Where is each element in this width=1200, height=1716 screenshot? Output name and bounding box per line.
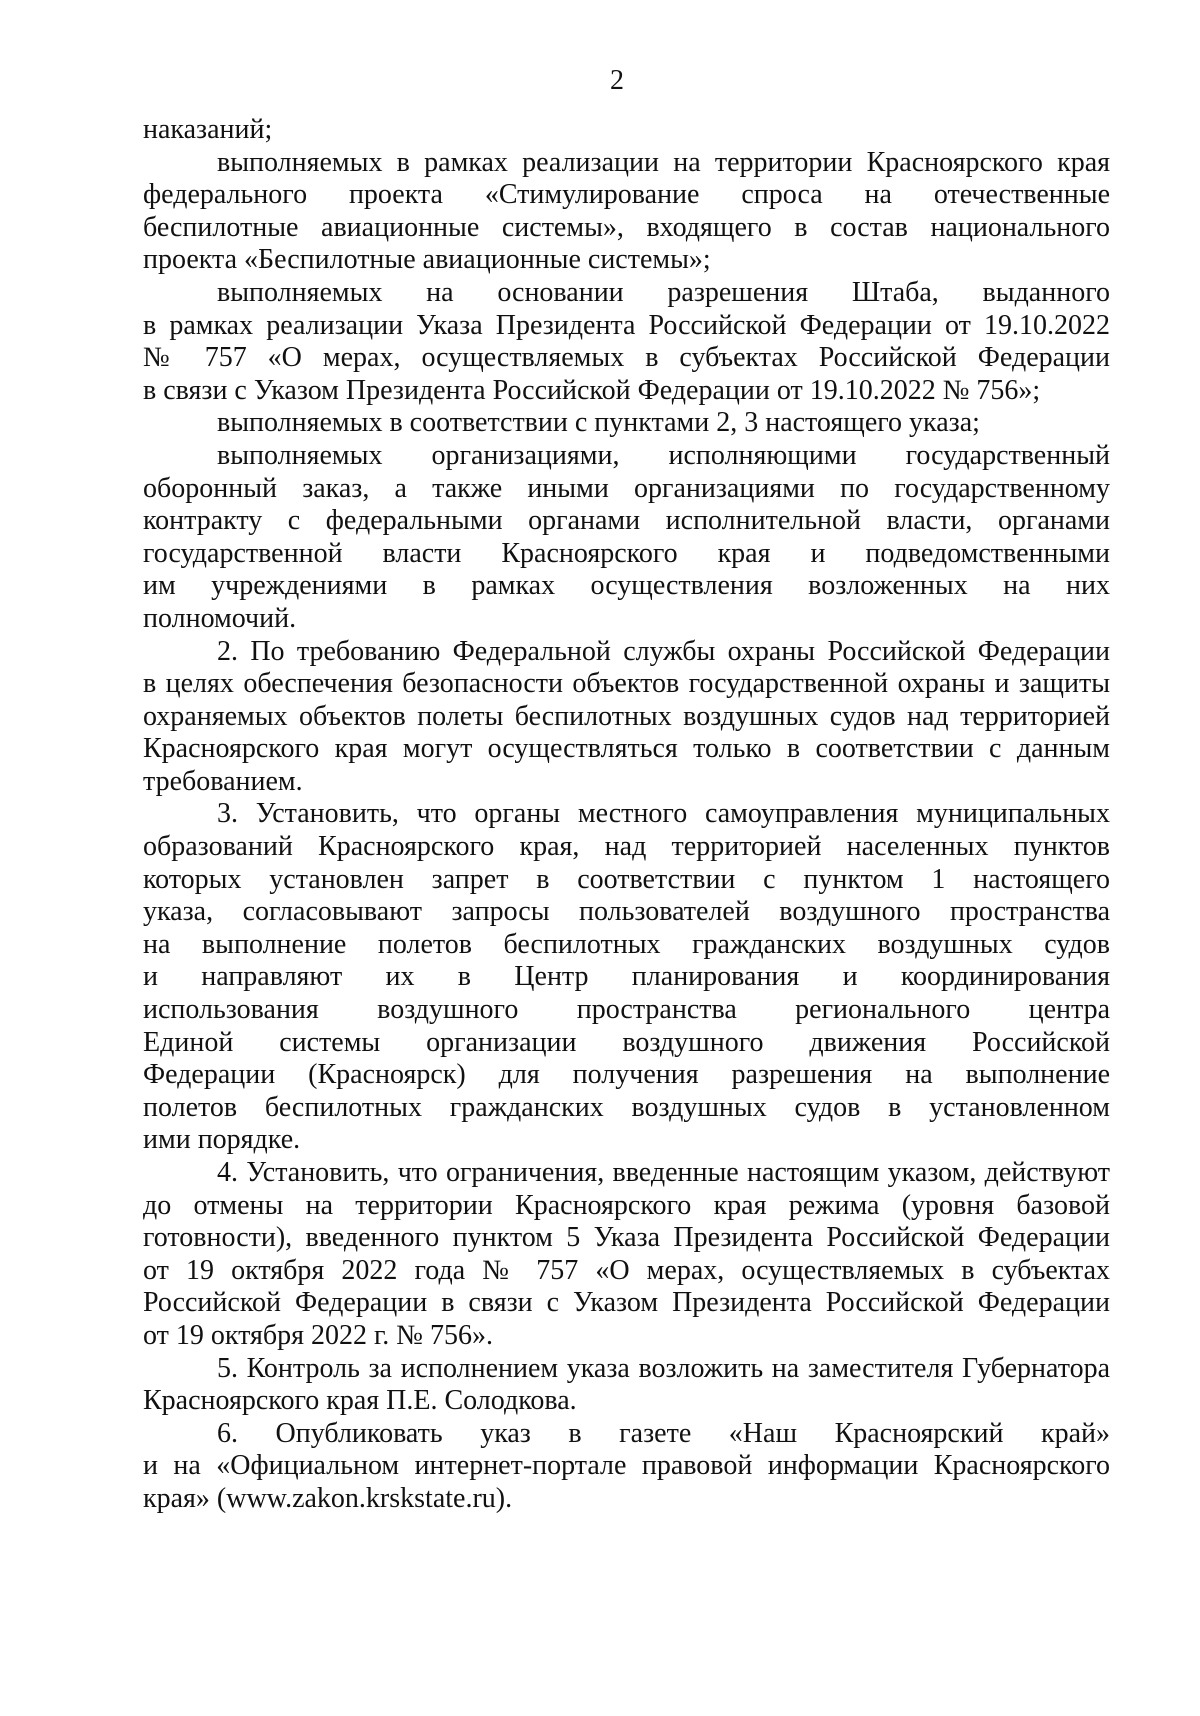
paragraph <box>143 147 1110 277</box>
paragraph <box>143 1418 1110 1516</box>
paragraph-line: в рамках реализации Указа Президента Российской Федерации от 19.10.2022 <box>143 309 1110 341</box>
paragraph-line: выполняемых в рамках реализации на территории Красноярского края <box>217 146 1110 178</box>
paragraph-line: полномочий. <box>143 602 297 634</box>
paragraph-line: № 757 «О мерах, осуществляемых в субъектах Российской Федерации <box>143 342 1110 374</box>
paragraph-line: 2. По требованию Федеральной службы охраны Российской Федерации <box>217 635 1110 667</box>
paragraph <box>143 798 1110 1157</box>
paragraph <box>143 440 1110 636</box>
paragraph-line: им учреждениями в рамках осуществления возложенных на них <box>143 570 1110 602</box>
paragraph-line: требованием. <box>143 765 303 797</box>
paragraph-line: использования воздушного пространства регионального центра <box>143 994 1110 1026</box>
paragraph-line: выполняемых организациями, исполняющими государственный <box>217 439 1110 471</box>
paragraph <box>143 1353 1110 1418</box>
paragraph <box>143 636 1110 799</box>
paragraph <box>143 1157 1110 1353</box>
paragraph-line: Российской Федерации в связи с Указом Президента Российской Федерации <box>143 1287 1110 1319</box>
paragraph-line: федерального проекта «Стимулирование спроса на отечественные <box>143 179 1110 211</box>
page-number: 2 <box>610 65 624 96</box>
paragraph-line: Красноярского края могут осуществляться только в соответствии с данным <box>143 733 1110 765</box>
paragraph-line: государственной власти Красноярского края и подведомственными <box>143 537 1110 569</box>
paragraph-line: готовности), введенного пунктом 5 Указа Президента Российской Федерации <box>143 1222 1110 1254</box>
paragraph-line: охраняемых объектов полеты беспилотных воздушных судов над территорией <box>143 700 1110 732</box>
paragraph-line: выполняемых в соответствии с пунктами 2, 3 настоящего указа; <box>217 407 980 439</box>
paragraph-line: и на «Официальном интернет-портале правовой информации Красноярского <box>143 1450 1110 1482</box>
paragraph-line: 6. Опубликовать указ в газете «Наш Красноярский край» <box>217 1417 1110 1449</box>
paragraph-line: от 19 октября 2022 года № 757 «О мерах, осуществляемых в субъектах <box>143 1254 1110 1286</box>
paragraph <box>143 277 1110 407</box>
paragraph-line: на выполнение полетов беспилотных гражданских воздушных судов <box>143 928 1110 960</box>
paragraph-line: полетов беспилотных гражданских воздушных судов в установленном <box>143 1091 1110 1123</box>
paragraph-line: беспилотные авиационные системы», входящего в состав национального <box>143 211 1110 243</box>
paragraph <box>143 114 1110 147</box>
paragraph-line: в целях обеспечения безопасности объектов государственной охраны и защиты <box>143 668 1110 700</box>
paragraph-line: указа, согласовывают запросы пользователей воздушного пространства <box>143 896 1110 928</box>
paragraph-line: проекта «Беспилотные авиационные системы»; <box>143 244 711 276</box>
paragraph-line: 4. Установить, что ограничения, введенные настоящим указом, действуют <box>217 1157 1110 1188</box>
paragraph-line: и направляют их в Центр планирования и координирования <box>143 961 1110 993</box>
paragraph-line: Федерации (Красноярск) для получения разрешения на выполнение <box>143 1059 1110 1091</box>
document-body <box>143 114 1110 1516</box>
paragraph-line: оборонный заказ, а также иными организациями по государственному <box>143 472 1110 504</box>
paragraph-line: от 19 октября 2022 г. № 756». <box>143 1319 494 1351</box>
paragraph-line: ими порядке. <box>143 1124 301 1156</box>
paragraph-line: контракту с федеральными органами исполнительной власти, органами <box>143 505 1110 537</box>
paragraph-line: которых установлен запрет в соответствии с пунктом 1 настоящего <box>143 863 1110 895</box>
paragraph-line: в связи с Указом Президента Российской Федерации от 19.10.2022 № 756»; <box>143 374 1041 406</box>
paragraph-line: края» (www.zakon.krskstate.ru). <box>143 1482 513 1514</box>
paragraph <box>143 407 1110 440</box>
paragraph-line: 3. Установить, что органы местного самоуправления муниципальных <box>217 798 1110 830</box>
paragraph-line: выполняемых на основании разрешения Штаба, выданного <box>217 276 1110 308</box>
paragraph-line: Красноярского края П.Е. Солодкова. <box>143 1385 577 1417</box>
paragraph-line: наказаний; <box>143 114 273 145</box>
paragraph-line: образований Красноярского края, над территорией населенных пунктов <box>143 831 1110 863</box>
paragraph-line: до отмены на территории Красноярского края режима (уровня базовой <box>143 1189 1110 1221</box>
paragraph-line: 5. Контроль за исполнением указа возложить на заместителя Губернатора <box>217 1352 1110 1384</box>
paragraph-line: Единой системы организации воздушного движения Российской <box>143 1026 1110 1058</box>
